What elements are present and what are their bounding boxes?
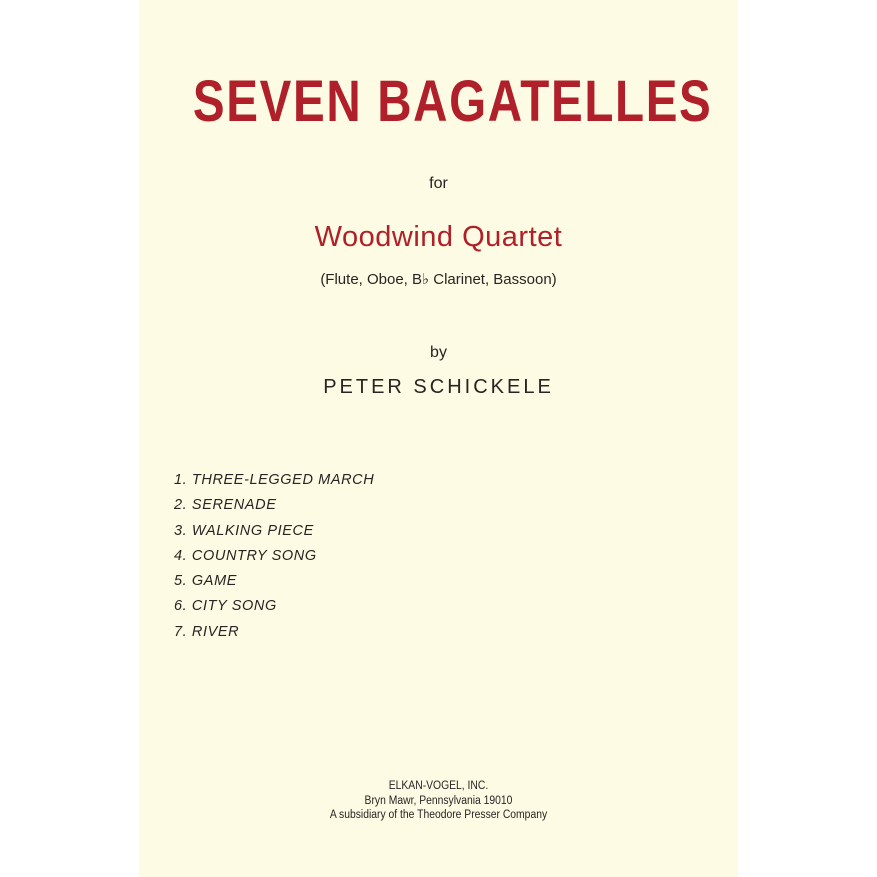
movement-item: 5. GAME — [174, 573, 238, 590]
composer-name: PETER SCHICKELE — [323, 376, 554, 398]
movement-item: 1. THREE-LEGGED MARCH — [174, 472, 375, 488]
ensemble-subtitle: Woodwind Quartet — [314, 221, 563, 253]
movement-item: 3. WALKING PIECE — [174, 522, 314, 539]
movement-item: 4. COUNTRY SONG — [174, 547, 317, 564]
for-text: for — [429, 175, 448, 192]
movement-list — [174, 470, 374, 647]
movement-item: 6. CITY SONG — [174, 598, 277, 615]
title: SEVEN BAGATELLES — [192, 69, 713, 134]
instrumentation: (Flute, Oboe, B♭ Clarinet, Bassoon) — [320, 271, 557, 288]
publisher-address: Bryn Mawr, Pennsylvania 19010 — [364, 794, 513, 807]
cover-page — [139, 0, 738, 877]
movement-item: 2. SERENADE — [174, 497, 277, 514]
by-text: by — [430, 344, 447, 361]
publisher-note: A subsidiary of the Theodore Presser Company — [329, 809, 548, 821]
publisher-name: ELKAN-VOGEL, INC. — [388, 780, 489, 792]
movement-item: 7. RIVER — [174, 623, 240, 640]
publisher-block — [169, 779, 708, 823]
